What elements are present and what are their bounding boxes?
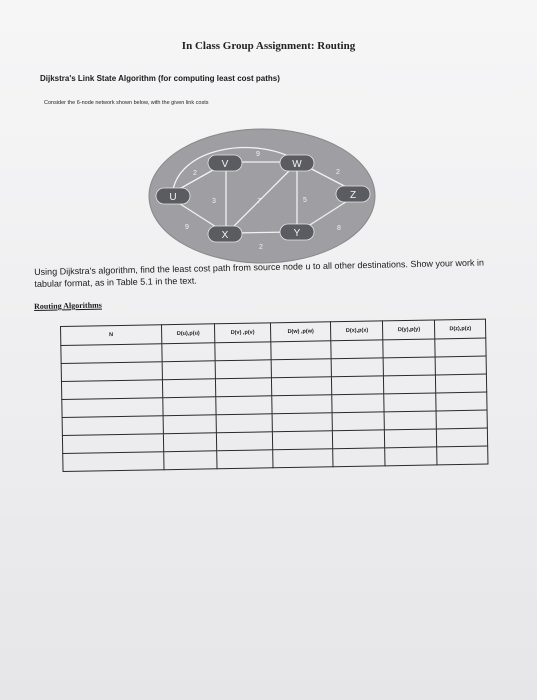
table-cell[interactable] [272,431,333,450]
table-cell[interactable] [217,432,273,451]
table-cell[interactable] [332,376,384,395]
table-cell[interactable] [332,358,384,377]
table-cell[interactable] [383,339,435,358]
cost-label-u-x: 9 [185,224,189,231]
header-dw: D(w) ,p(w) [270,322,331,342]
table-cell[interactable] [62,416,163,436]
table-cell[interactable] [216,414,272,433]
table-cell[interactable] [61,362,162,382]
table-cell[interactable] [385,447,437,466]
table-cell[interactable] [63,452,164,472]
node-x [208,226,242,242]
node-label-w: W [292,159,302,170]
table-cell[interactable] [271,359,332,378]
node-y [280,224,314,240]
cost-label-x-w: 7 [257,198,261,205]
table-cell[interactable] [333,448,385,467]
cost-label-u-w: 3 [224,126,228,133]
table-cell[interactable] [162,343,216,362]
node-u [156,188,190,204]
table-cell[interactable] [384,375,436,394]
table-cell[interactable] [385,429,437,448]
header-dy: D(y),p(y) [383,320,435,340]
node-w [280,155,314,171]
table-cell[interactable] [332,394,384,413]
table-cell[interactable] [163,397,217,416]
node-label-u: U [169,192,177,203]
table-cell[interactable] [162,379,216,398]
routing-algorithms-link[interactable]: Routing Algorithms [34,300,102,311]
table-cell[interactable] [435,338,486,357]
table-cell[interactable] [272,413,333,432]
table-cell[interactable] [216,378,272,397]
table-cell[interactable] [272,449,333,468]
table-cell[interactable] [384,411,436,430]
table-cell[interactable] [436,410,487,429]
cost-label-v-x: 3 [212,198,216,205]
table-cell[interactable] [216,396,272,415]
header-dz: D(z),p(z) [435,319,486,339]
table-cell[interactable] [163,415,217,434]
results-table [60,319,488,472]
subtitle: Dijkstra's Link State Algorithm (for computing least cost paths) [40,74,280,83]
node-z [336,186,370,202]
table-cell[interactable] [215,360,271,379]
node-v [208,155,242,171]
table-cell[interactable] [333,430,385,449]
table-cell[interactable] [384,393,436,412]
table-cell[interactable] [162,361,216,380]
cost-label-w-y: 5 [303,197,307,204]
table-cell[interactable] [217,450,273,469]
cost-label-y-z: 8 [337,225,341,232]
header-dx: D(x),p(x) [331,321,383,341]
table-cell[interactable] [164,451,218,470]
node-label-x: X [221,230,229,241]
instructions-text: Using Dijkstra's algorithm, find the least cost path from source node u to all other destinations. Show your work in tabular format, as in Table 5.1 in the text. [34,257,485,289]
node-label-v: V [221,159,229,170]
header-dv: D(v) ,p(v) [215,323,271,343]
table-cell[interactable] [61,380,162,400]
cost-label-v-w: 9 [256,151,260,158]
table-cell[interactable] [61,344,162,364]
table-cell[interactable] [271,395,332,414]
table-cell[interactable] [436,392,487,411]
table-cell[interactable] [163,433,217,452]
cost-label-u-v: 2 [193,170,197,177]
table-cell[interactable] [62,398,163,418]
node-label-z: Z [349,190,357,201]
table-cell[interactable] [436,374,487,393]
page-title: In Class Group Assignment: Routing [181,40,356,52]
table-cell[interactable] [331,340,383,359]
table-cell[interactable] [62,434,163,454]
header-du: D(u),p(u) [161,324,215,344]
table-cell[interactable] [437,428,488,447]
results-table-wrapper [60,319,488,472]
header-n: N [61,325,162,346]
table-cell[interactable] [384,357,436,376]
table-cell[interactable] [215,342,271,361]
table-cell[interactable] [270,341,331,360]
consider-text: Consider the 6-node network shown below, with the given link costs [44,100,209,106]
cost-label-x-y: 2 [259,244,263,251]
cost-label-w-z: 2 [336,169,340,176]
table-cell[interactable] [437,446,488,465]
node-label-y: Y [293,228,301,239]
table-cell[interactable] [435,356,486,375]
table-cell[interactable] [333,412,385,431]
table-cell[interactable] [271,377,332,396]
